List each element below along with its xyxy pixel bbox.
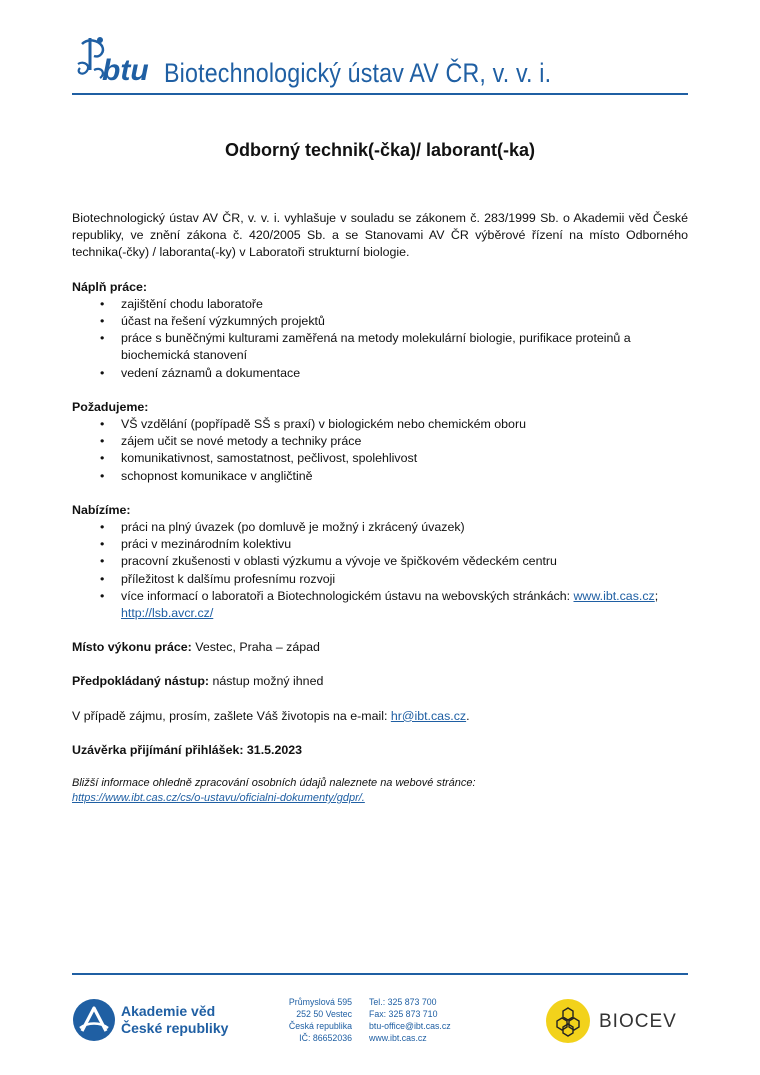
btu-logo-icon xyxy=(72,30,158,90)
list-pozadujeme xyxy=(72,416,688,485)
bullet: • xyxy=(100,314,105,329)
contact-text: V případě zájmu, prosím, zašlete Váš životopis na e-mail: xyxy=(72,708,391,723)
bullet: • xyxy=(100,588,105,603)
organization-title: Biotechnologický ústav AV ČR, v. v. i. xyxy=(164,58,552,88)
list-item xyxy=(72,313,688,330)
list-naplne xyxy=(72,296,688,382)
list-nabizime xyxy=(72,519,688,622)
start-date-line xyxy=(72,673,688,690)
section-heading-pozadujeme: Požadujeme: xyxy=(72,399,149,414)
av-cr-name-line1: Akademie věd xyxy=(121,1003,216,1019)
biocev-name: BIOCEV xyxy=(599,1011,677,1032)
list-item-text: více informací o laboratoři a Biotechnologickém ústavu na webovských stránkách: xyxy=(121,588,574,603)
start-date-value: nástup možný ihned xyxy=(209,674,324,689)
list-item xyxy=(72,365,688,382)
list-item xyxy=(72,450,688,467)
address-line: Česká republika xyxy=(288,1021,352,1031)
gdpr-link[interactable]: https://www.ibt.cas.cz/cs/o-ustavu/oficialni-dokumenty/gdpr/. xyxy=(72,792,365,805)
link-separator: ; xyxy=(654,588,659,603)
bullet: • xyxy=(100,365,105,380)
workplace-label: Místo výkonu práce: xyxy=(72,640,192,655)
biocev-logo-icon xyxy=(545,998,591,1044)
list-item-text: zájem učit se nové metody a techniky práce xyxy=(121,434,362,449)
address-line: Průmyslová 595 xyxy=(288,997,352,1007)
footer-address xyxy=(262,996,352,1044)
start-date-label: Předpokládaný nástup: xyxy=(72,674,210,689)
list-item-text: schopnost komunikace v angličtině xyxy=(121,468,313,483)
list-item xyxy=(72,330,688,364)
bullet: • xyxy=(100,331,105,346)
contact-fax: Fax: 325 873 710 xyxy=(369,1009,438,1019)
bullet: • xyxy=(100,537,105,552)
workplace-value: Vestec, Praha – západ xyxy=(191,640,320,655)
av-cr-logo-icon xyxy=(72,998,116,1042)
document-body xyxy=(72,210,688,806)
list-item-text: práce s buněčnými kulturami zaměřená na metody molekulární biologie, purifikace proteinů a biochemická stanovení xyxy=(121,331,631,363)
email-link[interactable]: hr@ibt.cas.cz xyxy=(390,708,467,723)
contact-email[interactable]: btu-office@ibt.cas.cz xyxy=(369,1021,451,1031)
address-line: 252 50 Vestec xyxy=(296,1009,352,1019)
av-cr-name xyxy=(121,1003,228,1037)
gdpr-link-line xyxy=(72,791,688,806)
footer-divider xyxy=(72,973,688,975)
link-ibt-website[interactable]: www.ibt.cas.cz xyxy=(573,588,655,603)
bullet: • xyxy=(100,520,105,535)
section-heading-nabizime: Nabízíme: xyxy=(72,502,131,517)
contact-line xyxy=(72,708,688,725)
header-divider xyxy=(72,93,688,95)
workplace-line xyxy=(72,639,688,656)
list-item-text: komunikativnost, samostatnost, pečlivost, spolehlivost xyxy=(121,451,418,466)
list-item xyxy=(72,588,688,622)
list-item-text: pracovní zkušenosti v oblasti výzkumu a vývoje ve špičkovém vědeckém centru xyxy=(121,554,557,569)
logo-text: btu xyxy=(102,54,149,87)
list-item xyxy=(72,416,688,433)
section-heading-naplne: Náplň práce: xyxy=(72,279,148,294)
address-line: IČ: 86652036 xyxy=(299,1033,352,1043)
intro-paragraph: Biotechnologický ústav AV ČR, v. v. i. vyhlašuje v souladu se zákonem č. 283/1999 Sb. o Akademii věd České republiky, ve znění zákona č. 420/2005 Sb. a se Stanovami AV ČR výběrové řízení na místo Odborného technika(-čky) / laboranta(-ky) v Laboratoři strukturní biologie. xyxy=(72,211,688,260)
list-item xyxy=(72,536,688,553)
list-item-text: práci v mezinárodním kolektivu xyxy=(121,537,292,552)
job-title: Odborný technik(-čka)/ laborant(-ka) xyxy=(224,140,536,160)
list-item-text: VŠ vzdělání (popřípadě SŠ s praxí) v biologickém nebo chemickém oboru xyxy=(121,417,526,432)
contact-website[interactable]: www.ibt.cas.cz xyxy=(369,1033,427,1043)
list-item xyxy=(72,519,688,536)
list-item-text: vedení záznamů a dokumentace xyxy=(121,365,301,380)
list-item xyxy=(72,571,688,588)
gdpr-note: Bližší informace ohledně zpracování osobních údajů naleznete na webové stránce: xyxy=(72,777,476,790)
list-item xyxy=(72,296,688,313)
list-item-text: účast na řešení výzkumných projektů xyxy=(121,314,325,329)
list-item-text: práci na plný úvazek (po domluvě je možný i zkrácený úvazek) xyxy=(121,520,465,535)
list-item xyxy=(72,468,688,485)
contact-phone: Tel.: 325 873 700 xyxy=(369,997,437,1007)
bullet: • xyxy=(100,451,105,466)
contact-end: . xyxy=(466,708,470,723)
bullet: • xyxy=(100,554,105,569)
footer-contact xyxy=(369,996,451,1044)
bullet: • xyxy=(100,468,105,483)
list-item-text: příležitost k dalšímu profesnímu rozvoji xyxy=(121,571,336,586)
link-lsb-website[interactable]: http://lsb.avcr.cz/ xyxy=(121,606,214,621)
header xyxy=(72,30,688,96)
bullet: • xyxy=(100,296,105,311)
list-item-text: zajištění chodu laboratoře xyxy=(121,296,263,311)
bullet: • xyxy=(100,571,105,586)
deadline: Uzávěrka přijímání přihlášek: 31.5.2023 xyxy=(72,742,303,757)
bullet: • xyxy=(100,434,105,449)
list-item xyxy=(72,553,688,570)
list-item xyxy=(72,433,688,450)
bullet: • xyxy=(100,417,105,432)
av-cr-name-line2: České republiky xyxy=(121,1020,229,1036)
